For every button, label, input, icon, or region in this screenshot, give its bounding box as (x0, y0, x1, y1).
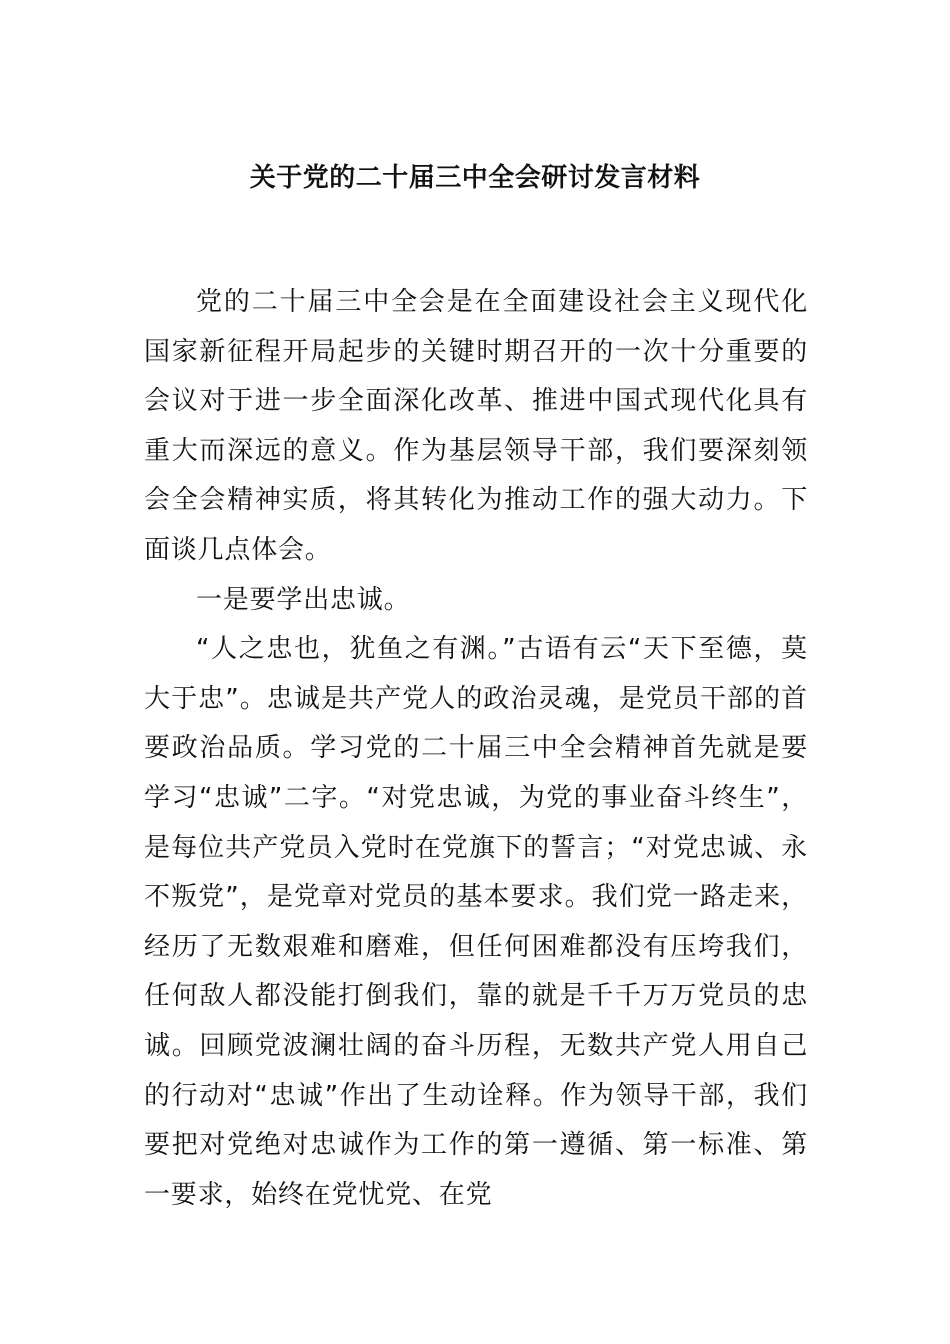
document-body (144, 278, 808, 1220)
paragraph-intro: 党的二十届三中全会是在全面建设社会主义现代化国家新征程开局起步的关键时期召开的一次十分重要的会议对于进一步全面深化改革、推进中国式现代化具有重大而深远的意义。作为基层领导干部，我们要深刻领会全会精神实质，将其转化为推动工作的强大动力。下面谈几点体会。 (144, 287, 808, 565)
paragraph-heading-loyalty: 一是要学出忠诚。 (196, 584, 411, 615)
document-title: 关于党的二十届三中全会研讨发言材料 (249, 163, 701, 193)
paragraph-loyalty-body: “人之忠也，犹鱼之有渊。”古语有云“天下至德，莫大于忠”。忠诚是共产党人的政治灵魂，是党员干部的首要政治品质。学习党的二十届三中全会精神首先就是要学习“忠诚”二字。“对党忠诚，为党的事业奋斗终生”，是每位共产党员入党时在党旗下的誓言；“对党忠诚、永不叛党”，是党章对党员的基本要求。我们党一路走来，经历了无数艰难和磨难，但任何困难都没有压垮我们，任何敌人都没能打倒我们，靠的就是千千万万党员的忠诚。回顾党波澜壮阔的奋斗历程，无数共产党人用自己的行动对“忠诚”作出了生动诠释。作为领导干部，我们要把对党绝对忠诚作为工作的第一遵循、第一标准、第一要求，始终在党忧党、在党 (144, 634, 808, 1210)
